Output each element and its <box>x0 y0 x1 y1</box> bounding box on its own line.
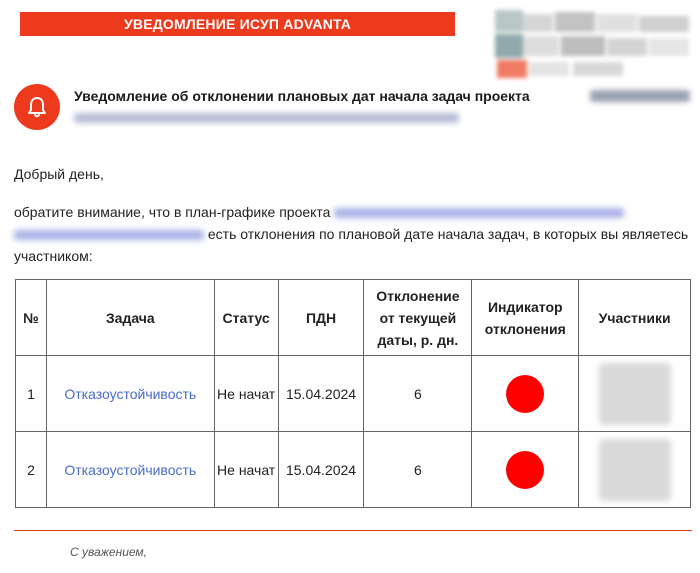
deviation-indicator-dot <box>506 375 544 413</box>
task-deviation: 6 <box>364 432 472 508</box>
indicator-cell <box>472 432 579 508</box>
participants-redacted <box>599 363 671 425</box>
indicator-cell <box>472 356 579 432</box>
message-text-end: есть отклонения по плановой дате начала задач, в которых вы являетесь участником: <box>14 226 689 264</box>
row-number: 2 <box>16 432 47 508</box>
logo-image <box>493 8 695 80</box>
message-paragraph <box>14 201 694 267</box>
col-header-task: Задача <box>46 280 214 356</box>
table-row <box>16 432 691 508</box>
col-header-status: Статус <box>214 280 278 356</box>
project-name-redacted <box>74 113 459 123</box>
col-header-participants: Участники <box>579 280 691 356</box>
task-link[interactable]: Отказоустойчивость <box>46 432 214 508</box>
project-code-redacted <box>590 90 690 102</box>
table-header-row <box>16 280 691 356</box>
deviation-indicator-dot <box>506 451 544 489</box>
task-status: Не начат <box>214 432 278 508</box>
task-link[interactable]: Отказоустойчивость <box>46 356 214 432</box>
participants-cell <box>579 432 691 508</box>
footer-divider <box>14 530 692 531</box>
banner-title: УВЕДОМЛЕНИЕ ИСУП ADVANTA <box>123 16 352 32</box>
row-number: 1 <box>16 356 47 432</box>
task-pdn: 15.04.2024 <box>278 356 364 432</box>
task-deviation: 6 <box>364 356 472 432</box>
header-banner <box>20 12 455 36</box>
col-header-number: № <box>16 280 47 356</box>
message-text-start: обратите внимание, что в план-графике проекта <box>14 204 335 220</box>
col-header-deviation: Отклонение от текущей даты, р. дн. <box>364 280 472 356</box>
task-status: Не начат <box>214 356 278 432</box>
table-row <box>16 356 691 432</box>
col-header-pdn: ПДН <box>278 280 364 356</box>
participants-cell <box>579 356 691 432</box>
greeting-text: Добрый день, <box>14 166 104 182</box>
tasks-table <box>15 279 691 508</box>
col-header-indicator: Индикатор отклонения <box>472 280 579 356</box>
participants-redacted <box>599 439 671 501</box>
regards-text: С уважением, <box>70 545 147 559</box>
bell-icon <box>24 94 50 120</box>
task-pdn: 15.04.2024 <box>278 432 364 508</box>
notification-avatar <box>14 84 60 130</box>
notification-title: Уведомление об отклонении плановых дат начала задач проекта <box>74 88 530 104</box>
